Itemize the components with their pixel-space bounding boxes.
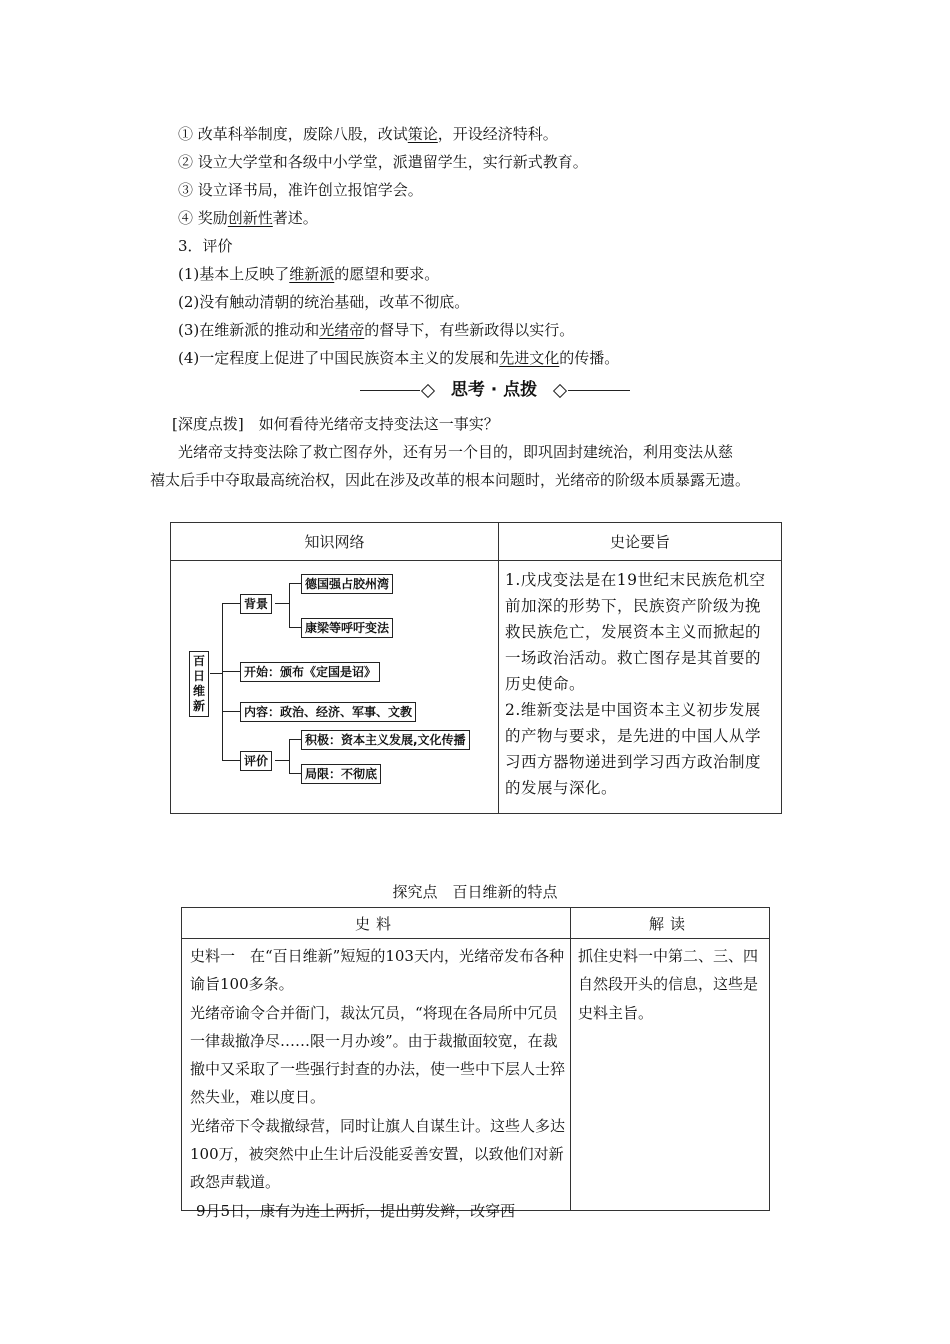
evaluation-2: (2)没有触动清朝的统治基础，改革不彻底。 — [178, 293, 470, 311]
connector-line — [289, 627, 301, 628]
evaluation-1-pre: (1)基本上反映了 — [178, 265, 290, 283]
reform-item-4-tail: 著述。 — [272, 209, 318, 227]
deep-insight-line-2: 禧太后手中夺取最高统治权，因此在涉及改革的根本问题时，光绪帝的阶级本质暴露无遗。 — [150, 471, 751, 489]
branch-content: 内容：政治、经济、军事、文教 — [240, 702, 416, 722]
connector-line — [210, 673, 222, 674]
table-divider — [498, 523, 499, 813]
evaluation-limitation: 局限：不彻底 — [301, 764, 381, 784]
key-point-2: 2.维新变法是中国资本主义初步发展的产物与要求，是先进的中国人从学习西方器物递进到学习西方政治制度的发展与深化。 — [505, 701, 762, 797]
divider-label: 思考 · 点拨 — [450, 380, 538, 400]
inquiry-title: 探究点 百日维新的特点 — [392, 883, 558, 901]
source-paragraph: 光绪帝下令裁撤绿营，同时让旗人自谋生计。这些人多达100万，被突然中止生计后没能妥善安置，以致他们对新政怨声载道。 — [190, 1116, 566, 1192]
reform-item-1 — [178, 124, 558, 144]
evaluation-4-pre: (4)一定程度上促进了中国民族资本主义的发展和 — [178, 349, 500, 367]
background-item-1: 德国强占胶州湾 — [301, 574, 393, 594]
source-paragraph: 光绪帝谕令合并衙门，裁汰冗员，“将现在各局所中冗员一律裁撤净尽……限一月办竣”。由于裁撤面较宽，在裁撤中又采取了一些强行封查的办法，使一些中下层人士猝然失业，难以度日。 — [190, 1003, 566, 1107]
table-divider — [182, 938, 769, 939]
section-heading: 3．评价 — [178, 237, 233, 255]
background-item-2: 康梁等呼吁变法 — [301, 618, 393, 638]
header-interpretation: 解读 — [648, 915, 691, 933]
key-point-1: 1.戊戌变法是在19世纪末民族危机空前加深的形势下，民族资产阶级为挽救民族危亡，发展资本主义而掀起的一场政治活动。救亡图存是其首要的历史使命。 — [505, 571, 766, 693]
connector-line — [222, 671, 240, 672]
evaluation-4-post: 的传播。 — [559, 349, 620, 367]
connector-line — [275, 760, 289, 761]
underlined-term: 维新派 — [289, 265, 335, 283]
knowledge-table — [170, 522, 782, 814]
evaluation-3 — [178, 320, 574, 340]
mind-map — [171, 561, 498, 813]
deep-insight-line-1: 光绪帝支持变法除了救亡图存外，还有另一个目的，即巩固封建统治，利用变法从慈 — [178, 443, 734, 461]
reform-item-4-text: ④ 奖励 — [178, 209, 228, 227]
deep-insight-question: [深度点拨] 如何看待光绪帝支持变法这一事实？ — [172, 415, 499, 433]
header-key-points: 史论要旨 — [609, 533, 670, 551]
underlined-term: 策论 — [407, 125, 438, 143]
source-table — [181, 907, 770, 1220]
underlined-term: 创新性 — [227, 209, 273, 227]
connector-line — [275, 603, 289, 604]
divider-rule-right — [568, 390, 630, 391]
evaluation-1-post: 的愿望和要求。 — [334, 265, 440, 283]
evaluation-1 — [178, 264, 439, 284]
reform-item-4 — [178, 208, 318, 228]
diamond-icon — [421, 384, 435, 398]
branch-evaluation: 评价 — [240, 751, 272, 771]
evaluation-positive: 积极：资本主义发展,文化传播 — [301, 730, 470, 750]
source-paragraph: 9月5日，康有为连上两折，提出剪发辫，改穿西 — [196, 1201, 516, 1220]
connector-line — [289, 739, 301, 740]
underlined-term: 先进文化 — [499, 349, 560, 367]
connector-line — [222, 711, 240, 712]
branch-start: 开始：颁布《定国是诏》 — [240, 662, 380, 682]
evaluation-3-post: 的督导下，有些新政得以实行。 — [364, 321, 575, 339]
connector-line — [289, 773, 301, 774]
connector-line — [289, 583, 301, 584]
reform-item-1-text: ① 改革科举制度，废除八股，改试 — [178, 125, 408, 143]
source-paragraph: 史料一 在“百日维新”短短的103天内，光绪帝发布各种谕旨100多条。 — [190, 947, 564, 994]
reform-item-3: ③ 设立译书局，准许创立报馆学会。 — [178, 181, 423, 199]
header-knowledge-network: 知识网络 — [304, 533, 365, 551]
interpretation-text: 抓住史料一中第二、三、四自然段开头的信息，这些是史料主旨。 — [578, 947, 759, 1022]
header-sources: 史料 — [354, 915, 397, 933]
connector-line — [289, 739, 290, 773]
mind-map-root: 百日维新 — [189, 651, 209, 717]
underlined-term: 光绪帝 — [319, 321, 365, 339]
connector-line — [289, 583, 290, 627]
reform-item-1-tail: ，开设经济特科。 — [437, 125, 558, 143]
branch-background: 背景 — [240, 594, 272, 614]
key-points-text — [505, 567, 775, 801]
connector-line — [222, 760, 240, 761]
section-divider — [360, 379, 630, 403]
connector-line — [222, 603, 223, 760]
evaluation-3-pre: (3)在维新派的推动和 — [178, 321, 320, 339]
source-text — [190, 942, 568, 1225]
reform-item-2: ② 设立大学堂和各级中小学堂，派遣留学生，实行新式教育。 — [178, 153, 588, 171]
connector-line — [222, 603, 240, 604]
divider-rule-left — [360, 390, 420, 391]
diamond-icon — [553, 384, 567, 398]
table-divider — [570, 908, 571, 1210]
evaluation-4 — [178, 348, 619, 368]
